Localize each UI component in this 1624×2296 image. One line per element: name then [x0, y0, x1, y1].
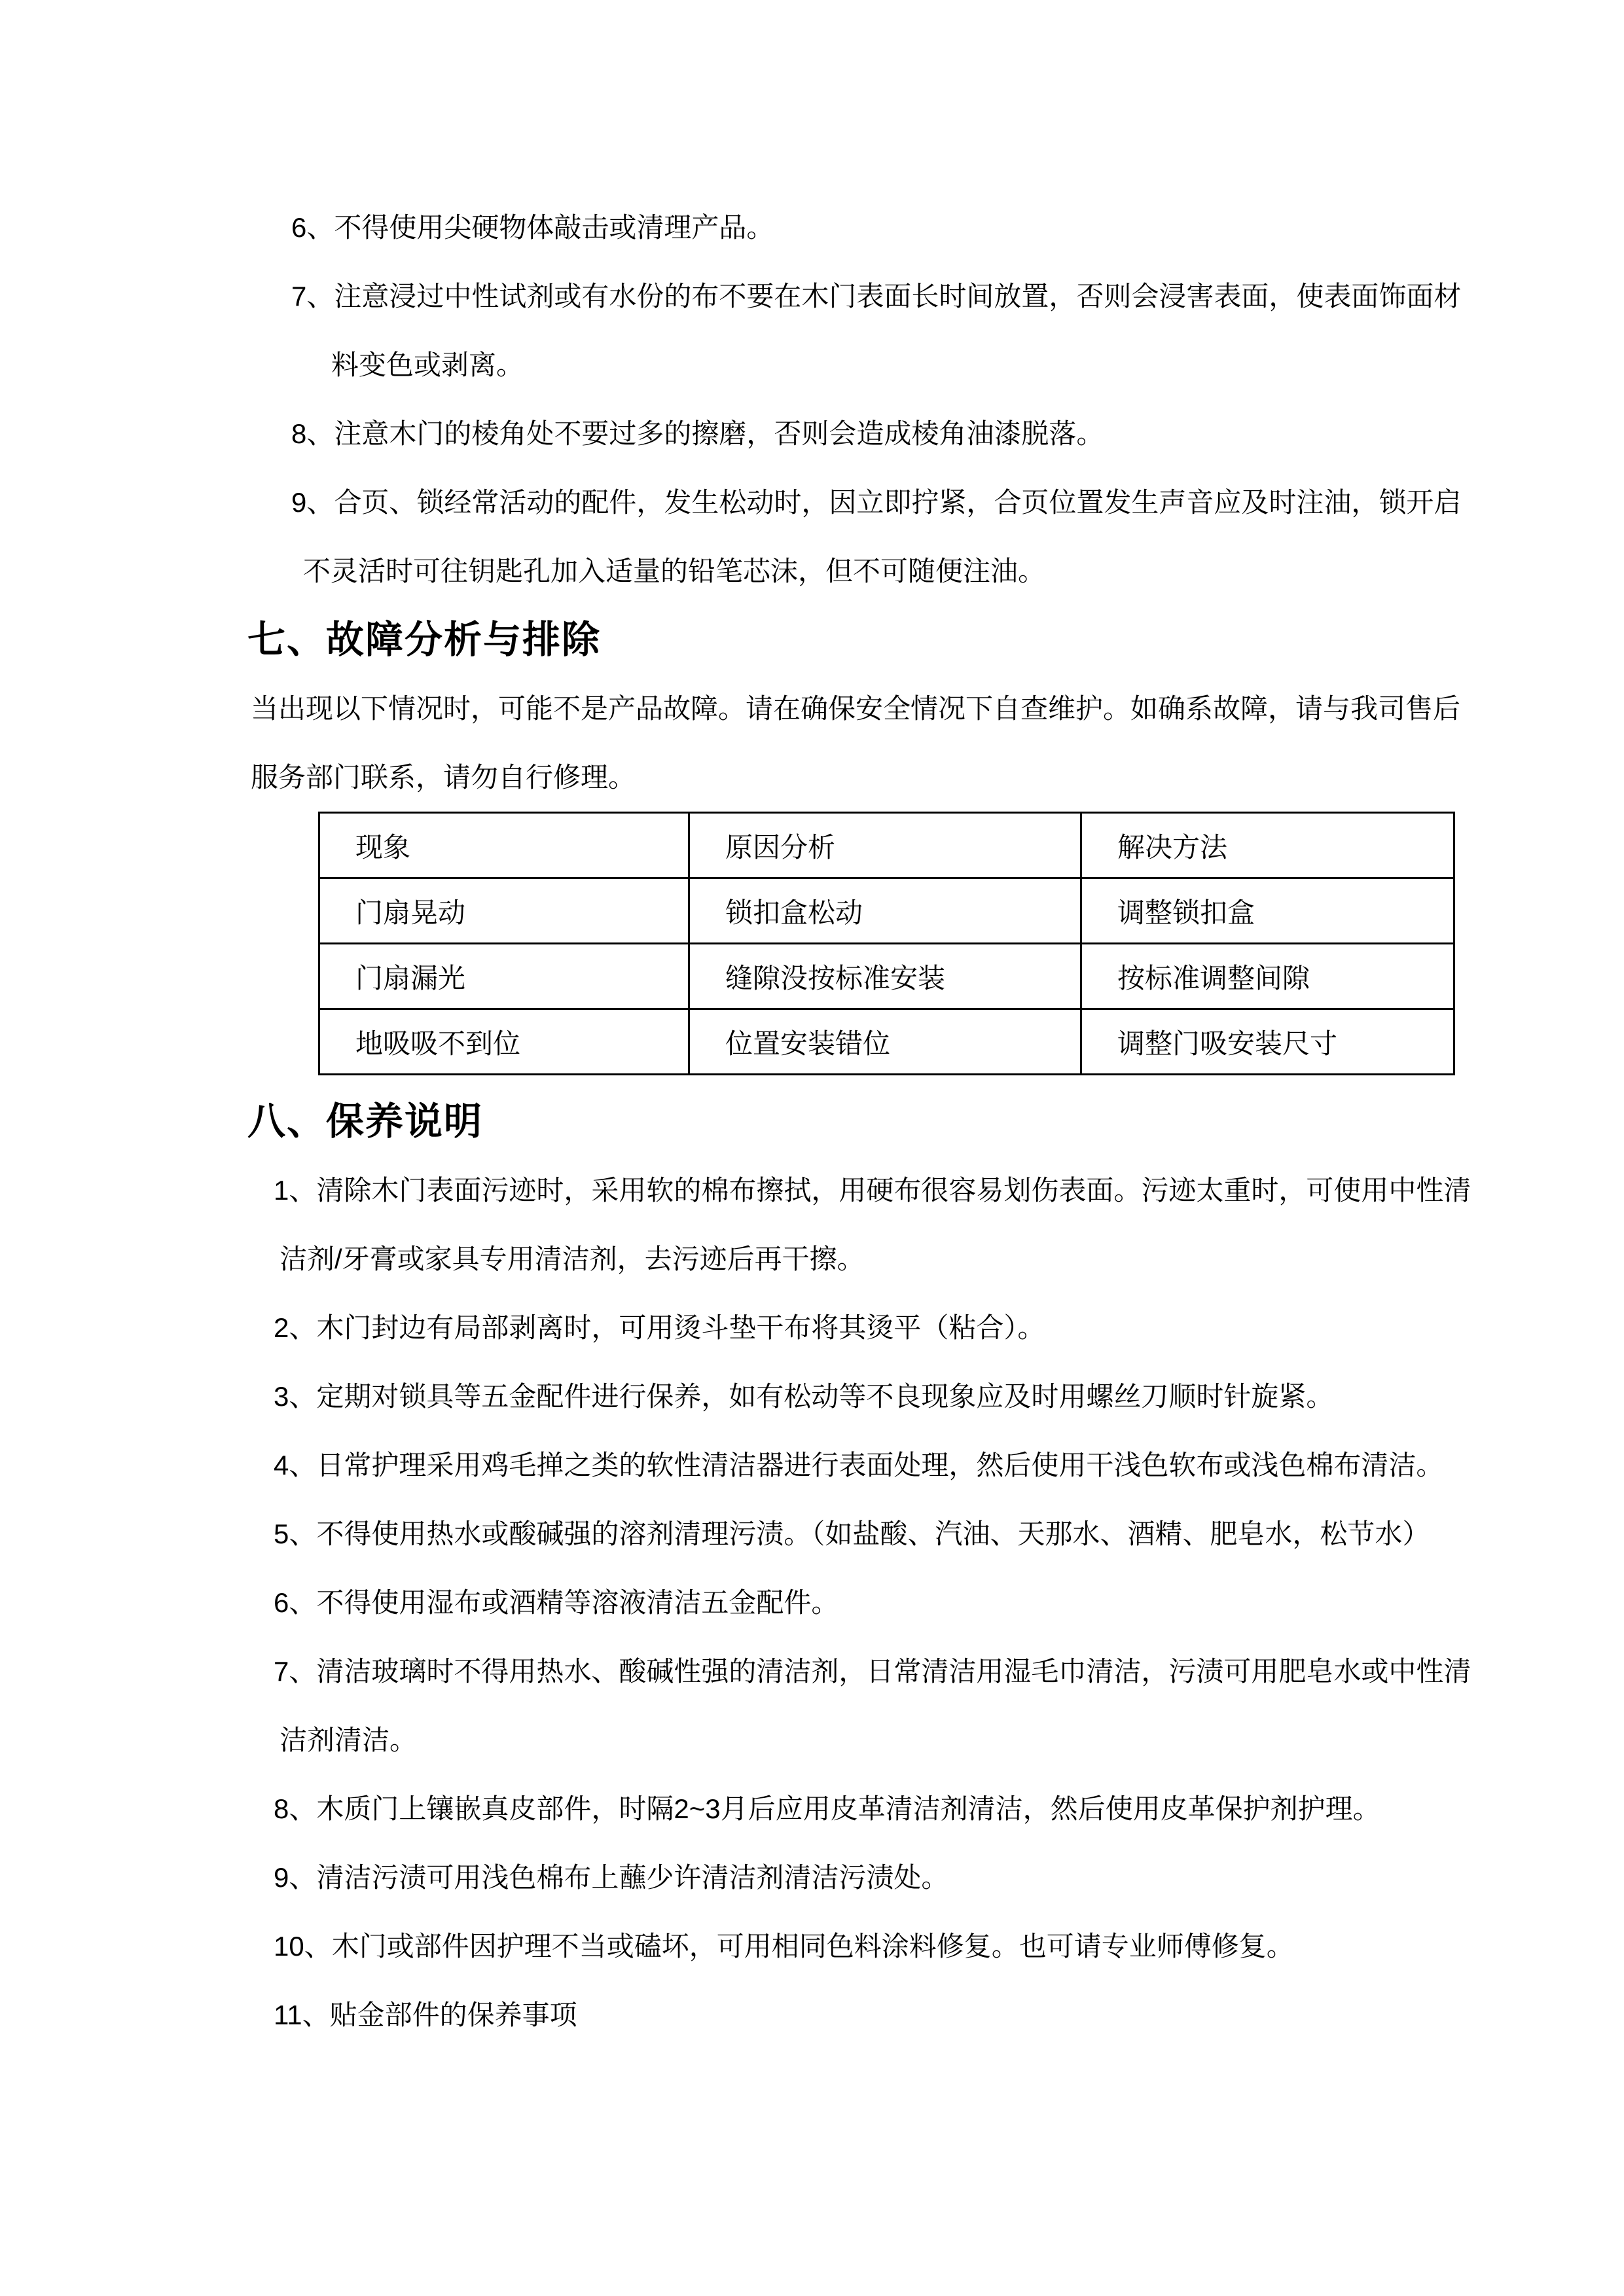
troubleshooting-table [318, 812, 1455, 1075]
care-item-1-line2: 洁剂/牙膏或家具专用清洁剂，去污迹后再干擦。 [280, 1244, 865, 1274]
list-item-7-line1: 7、注意浸过中性试剂或有水份的布不要在木门表面长时间放置，否则会浸害表面，使表面饰面材 [291, 281, 1462, 312]
list-item-6: 6、不得使用尖硬物体敲击或清理产品。 [291, 212, 774, 243]
care-item-6: 6、不得使用湿布或酒精等溶液清洁五金配件。 [274, 1587, 839, 1618]
list-item-9-line2: 不灵活时可往钥匙孔加入适量的铅笔芯沫，但不可随便注油。 [303, 556, 1046, 586]
table-cell: 门扇晃动 [319, 878, 689, 944]
list-item-7-line2: 料变色或剥离。 [331, 350, 524, 380]
table-cell: 按标准调整间隙 [1081, 944, 1454, 1009]
table-header-phenomenon: 现象 [319, 813, 689, 878]
care-item-7-line2: 洁剂清洁。 [280, 1725, 418, 1755]
troubleshooting-paragraph-line1: 当出现以下情况时，可能不是产品故障。请在确保安全情况下自查维护。如确系故障，请与我司售后 [251, 693, 1461, 724]
table-cell: 缝隙没按标准安装 [689, 944, 1081, 1009]
care-item-3: 3、定期对锁具等五金配件进行保养，如有松动等不良现象应及时用螺丝刀顺时针旋紧。 [274, 1381, 1334, 1412]
table-cell: 地吸吸不到位 [319, 1009, 689, 1075]
list-item-8: 8、注意木门的棱角处不要过多的擦磨，否则会造成棱角油漆脱落。 [291, 418, 1104, 449]
care-item-10: 10、木门或部件因护理不当或磕坏，可用相同色料涂料修复。也可请专业师傅修复。 [274, 1931, 1294, 1962]
care-item-9: 9、清洁污渍可用浅色棉布上蘸少许清洁剂清洁污渍处。 [274, 1862, 949, 1893]
table-cell: 位置安装错位 [689, 1009, 1081, 1075]
care-item-4: 4、日常护理采用鸡毛掸之类的软性清洁器进行表面处理，然后使用干浅色软布或浅色棉布清洁。 [274, 1450, 1444, 1480]
care-item-11: 11、贴金部件的保养事项 [274, 2000, 577, 2030]
table-header-cause: 原因分析 [689, 813, 1081, 878]
care-item-5: 5、不得使用热水或酸碱强的溶剂清理污渍。（如盐酸、汽油、天那水、酒精、肥皂水，松节水） [274, 1518, 1430, 1549]
section-heading-maintenance: 八、保养说明 [247, 1100, 484, 1143]
table-row [319, 878, 1454, 944]
care-item-8: 8、木质门上镶嵌真皮部件，时隔2~3月后应用皮革清洁剂清洁，然后使用皮革保护剂护理。 [274, 1793, 1380, 1824]
care-item-1-line1: 1、清除木门表面污迹时，采用软的棉布擦拭，用硬布很容易划伤表面。污迹太重时，可使用中性清 [274, 1175, 1471, 1206]
section-heading-troubleshooting: 七、故障分析与排除 [247, 619, 602, 661]
care-item-2: 2、木门封边有局部剥离时，可用烫斗垫干布将其烫平（粘合）。 [274, 1312, 1045, 1343]
table-row [319, 944, 1454, 1009]
care-item-7-line1: 7、清洁玻璃时不得用热水、酸碱性强的清洁剂，日常清洁用湿毛巾清洁，污渍可用肥皂水或中性清 [274, 1656, 1471, 1687]
list-item-9-line1: 9、合页、锁经常活动的配件，发生松动时，因立即拧紧，合页位置发生声音应及时注油，锁开启 [291, 487, 1462, 518]
table-header-row [319, 813, 1454, 878]
troubleshooting-paragraph-line2: 服务部门联系，请勿自行修理。 [251, 762, 636, 793]
table-cell: 锁扣盒松动 [689, 878, 1081, 944]
table-cell: 门扇漏光 [319, 944, 689, 1009]
table-row [319, 1009, 1454, 1075]
table-cell: 调整门吸安装尺寸 [1081, 1009, 1454, 1075]
table-cell: 调整锁扣盒 [1081, 878, 1454, 944]
table-header-solution: 解决方法 [1081, 813, 1454, 878]
